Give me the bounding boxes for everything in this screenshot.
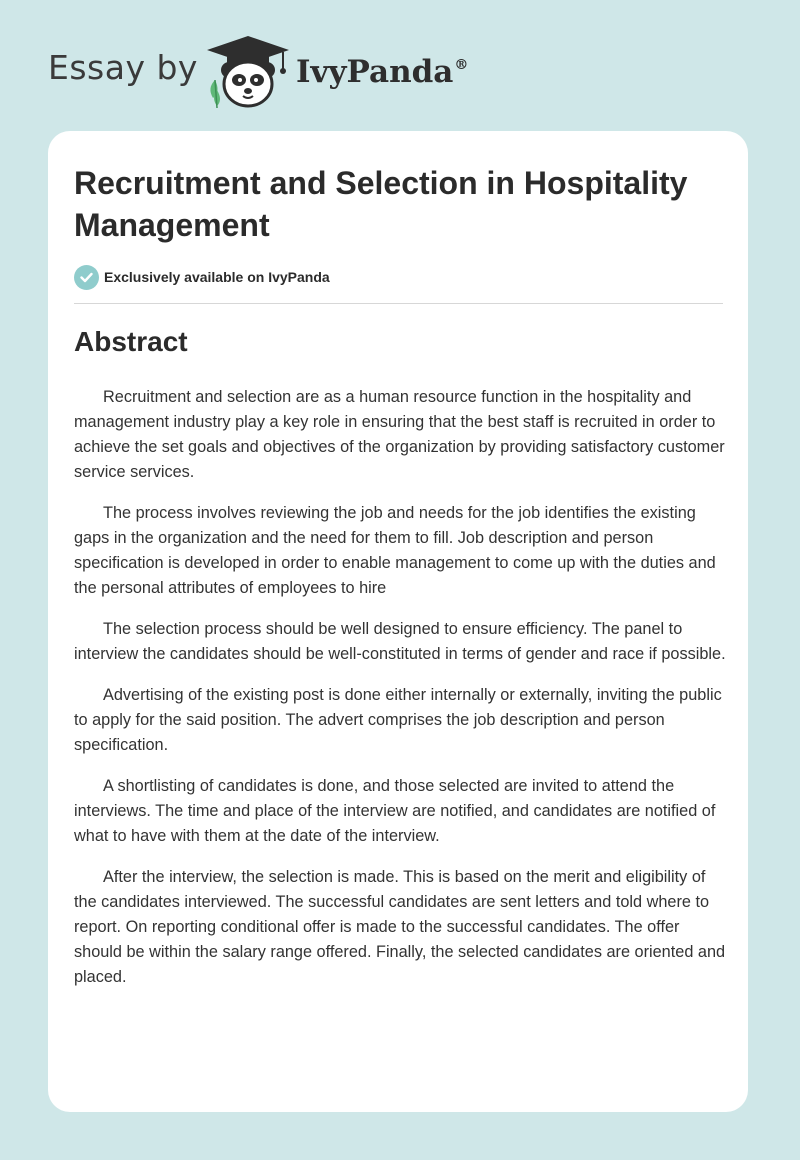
abstract-heading: Abstract [74,326,188,357]
essay-body [74,385,726,1006]
paragraph: The process involves reviewing the job and needs for the job identifies the existing gaps in the organization and the need for them to fill. Job description and person specification is developed in order to enable management to come up with the duties and the personal attributes of employees to hire [74,504,716,597]
paragraph: The selection process should be well designed to ensure efficiency. The panel to interview the candidates should be well-constituted in terms of gender and race if possible. [74,620,726,663]
exclusive-badge [74,264,330,290]
essay-card [48,131,748,1112]
essay-by-label: Essay by [48,48,198,87]
panda-graduation-cap-icon[interactable] [203,34,293,110]
paragraph: Recruitment and selection are as a human resource function in the hospitality and management industry play a key role in ensuring that the best staff is recruited in order to achieve the set goals and objectives of the organization by providing satisfactory customer service services. [74,388,725,481]
divider [74,303,723,304]
trademark-symbol: ® [454,56,469,73]
site-header [0,0,800,130]
paragraph: After the interview, the selection is made. This is based on the merit and eligibility of the candidates interviewed. The successful candidates are sent letters and told where to report. On reporting conditional offer is made to the successful candidates. The offer should be within the salary range offered. Finally, the selected candidates are oriented and placed. [74,868,726,986]
check-circle-icon [74,265,99,290]
paragraph: A shortlisting of candidates is done, and those selected are invited to attend the interviews. The time and place of the interview are notified, and candidates are notified of what to have with them at the date of the interview. [74,777,716,845]
paragraph: Advertising of the existing post is done either internally or externally, inviting the public to apply for the said position. The advert comprises the job description and person specification. [74,686,722,754]
page-title: Recruitment and Selection in Hospitality Management [74,165,688,243]
ivypanda-brand[interactable] [296,54,468,90]
brand-name-text: IvyPanda [296,54,454,90]
exclusive-badge-text: Exclusively available on IvyPanda [104,269,330,285]
